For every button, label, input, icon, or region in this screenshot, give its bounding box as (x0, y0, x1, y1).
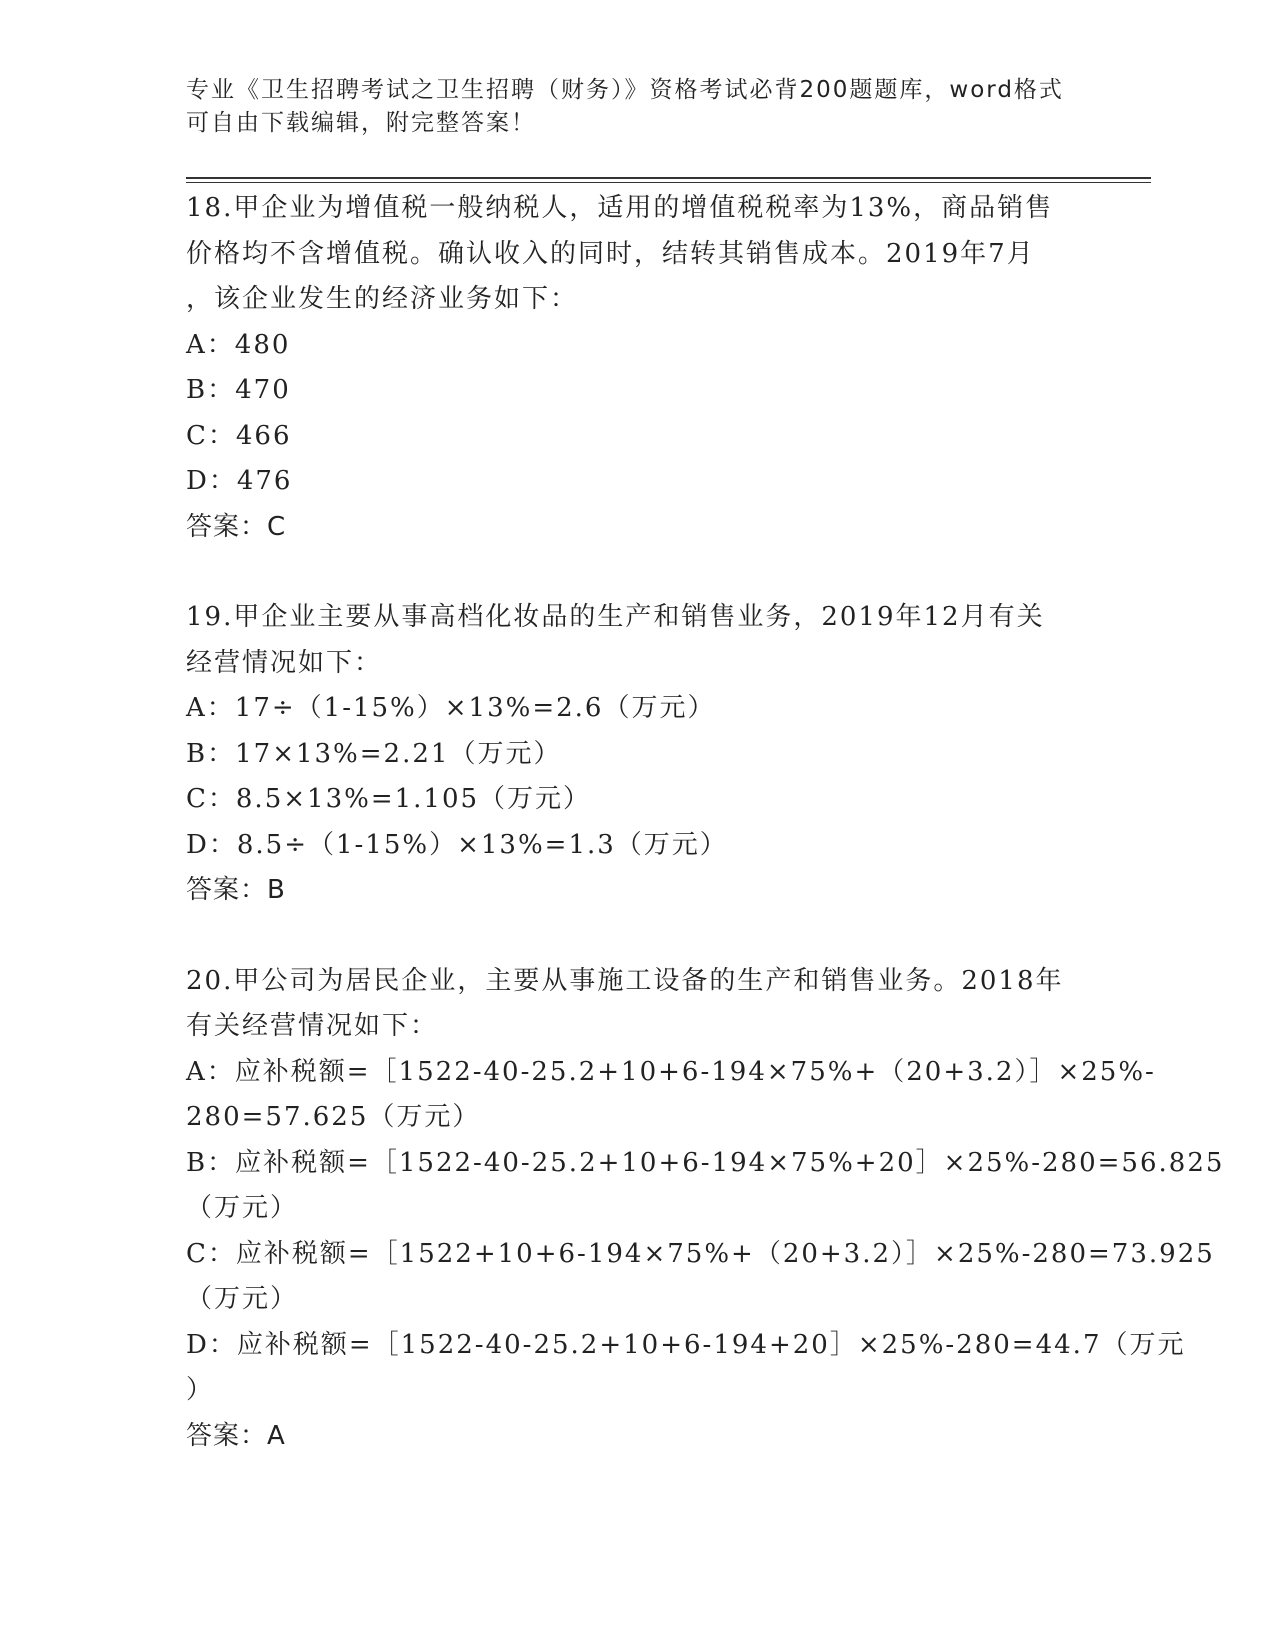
option-d-continued: ） (186, 1375, 215, 1405)
answer-line: 答案：A (186, 1420, 286, 1451)
answer-line: 答案：C (186, 511, 287, 542)
option-c: C：8.5×13%=1.105（万元） (186, 784, 592, 814)
header-divider (186, 177, 1151, 183)
option-c-continued: （万元） (186, 1284, 299, 1314)
option-c: C：466 (186, 420, 292, 451)
question-18 (186, 186, 1086, 550)
question-19 (186, 595, 1086, 914)
option-b: B：应补税额=［1522-40-25.2+10+6-194×75%+20］×25%-280=56.825 (186, 1147, 1225, 1178)
option-a: A：应补税额=［1522-40-25.2+10+6-194×75%+（20+3.2）］×25%- (186, 1056, 1156, 1087)
question-stem-line: 价格均不含增值税。确认收入的同时，结转其销售成本。2019年7月 (186, 238, 1035, 269)
option-a-continued: 280=57.625（万元） (186, 1102, 481, 1132)
option-d: D：8.5÷（1-15%）×13%=1.3（万元） (186, 829, 728, 860)
question-stem-line: 有关经营情况如下： (186, 1011, 439, 1041)
question-stem-line: 19.甲企业主要从事高档化妆品的生产和销售业务，2019年12月有关 (186, 602, 1045, 632)
question-list (186, 186, 1225, 1504)
document-header (186, 74, 1086, 140)
header-line-2: 可自由下载编辑，附完整答案！ (186, 110, 536, 136)
question-stem-line: 18.甲企业为增值税一般纳税人，适用的增值税税率为13%，商品销售 (186, 193, 1054, 223)
option-a: A：480 (186, 329, 291, 360)
option-d: D：476 (186, 466, 293, 496)
option-a: A：17÷（1-15%）×13%=2.6（万元） (186, 693, 716, 723)
question-20 (186, 959, 1225, 1460)
question-stem-line: ，该企业发生的经济业务如下： (186, 284, 579, 314)
header-line-1: 专业《卫生招聘考试之卫生招聘（财务）》资格考试必背200题题库，word格式 (186, 77, 1064, 103)
answer-line: 答案：B (186, 875, 286, 905)
option-d: D：应补税额=［1522-40-25.2+10+6-194+20］×25%-280=44.7（万元 (186, 1329, 1186, 1360)
option-c: C：应补税额=［1522+10+6-194×75%+（20+3.2）］×25%-280=73.925 (186, 1238, 1215, 1269)
option-b: B：470 (186, 375, 291, 405)
option-b: B：17×13%=2.21（万元） (186, 738, 562, 769)
question-stem-line: 经营情况如下： (186, 647, 383, 678)
option-b-continued: （万元） (186, 1193, 299, 1223)
question-stem-line: 20.甲公司为居民企业，主要从事施工设备的生产和销售业务。2018年 (186, 965, 1064, 996)
